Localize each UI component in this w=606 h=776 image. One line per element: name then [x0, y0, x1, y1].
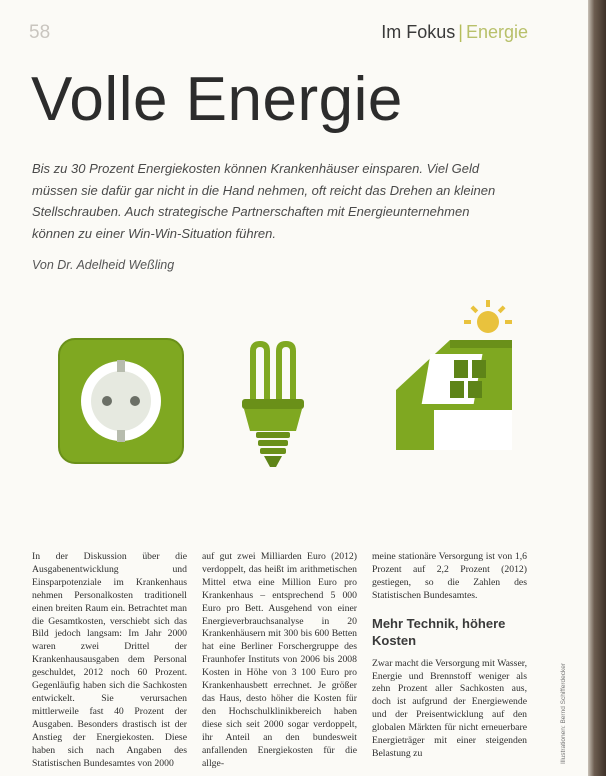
section-separator: |	[458, 22, 463, 42]
illustration-credit: Illustrationen: Bernd Schifferdecker	[560, 662, 567, 764]
power-socket-icon	[57, 337, 185, 465]
energy-saving-bulb-icon	[236, 339, 310, 469]
body-paragraph: Zwar macht die Versorgung mit Wasser, Energie und Brennstoff weniger als zehn Prozent aller Sachkosten aus, doch ist aufgrund der Energiewende und der Preisentwicklung auf den globalen Märkten für nicht erneuerbare Energieträger mit einer steigenden Belastung zu	[372, 657, 527, 759]
section-header	[381, 22, 528, 43]
body-paragraph: auf gut zwei Milliarden Euro (2012) verdoppelt, das heißt im arithmetischen Mittel etwa eine Million Euro pro Krankenhaus – entsprechend 5 000 Euro pro Bett. Ausgehend von einer Energieverbrauchsanalyse in 20 Krankenhäusern mit 300 bis 600 Betten hat eine Berliner Forschergruppe des Fraunhofer Instituts von 2006 bis 2008 Kosten in Höhe von 3 100 Euro pro Krankenhausbett errechnet. Je größer das Haus, desto höher die Kosten für den Hochschulklinikbereich haben diese sich seit 2000 sogar verdoppelt, ihr Anteil an den bundesweit anfallenden Energiekosten für die allge-	[202, 551, 357, 769]
article-byline: Von Dr. Adelheid Weßling	[32, 258, 175, 272]
page-spine	[588, 0, 606, 776]
body-column-1	[32, 551, 187, 776]
solar-house-icon	[392, 300, 532, 460]
body-paragraph: In der Diskussion über die Ausgabenentwicklung und Einsparpotenziale im Krankenhaus nehmen Personalkosten traditionell einen breiten Raum ein. Betrachtet man die Gesamtkosten, verschiebt sich das Bild jedoch langsam: Im Jahr 2000 waren zwei Drittel der Krankenhausausgaben dem Personal geschuldet, 2012 noch 60 Prozent. Gegenläufig haben sich die Sachkosten entwickelt. Sie verursachen mittlerweile fast 40 Prozent der Ausgaben. Besonders drastisch ist der Anstieg der Energiekosten. Diese haben sich nach Angaben des Statistischen Bundesamtes von 2000	[32, 551, 187, 769]
page-number: 58	[29, 22, 51, 43]
body-paragraph: meine stationäre Versorgung ist von 1,6 Prozent auf 2,2 Prozent (2012) gestiegen, so die Zahlen des Statistischen Bundesamtes.	[372, 551, 527, 601]
article-lead: Bis zu 30 Prozent Energiekosten können Krankenhäuser einsparen. Viel Geld müssen sie dafür gar nicht in die Hand nehmen, oft reicht das Drehen an kleinen Stellschrauben. Auch strategische Partnerschaften mit Energieunternehmen können zu einer Win-Win-Situation führen.	[32, 161, 496, 241]
article-subhead: Mehr Technik, höhere Kosten	[372, 615, 506, 648]
article-body	[32, 551, 527, 776]
topic-label: Energie	[465, 22, 528, 42]
article-title: Volle Energie	[31, 65, 403, 134]
body-column-3	[372, 551, 527, 776]
section-label: Im Fokus	[381, 22, 456, 42]
body-column-2	[202, 551, 357, 776]
